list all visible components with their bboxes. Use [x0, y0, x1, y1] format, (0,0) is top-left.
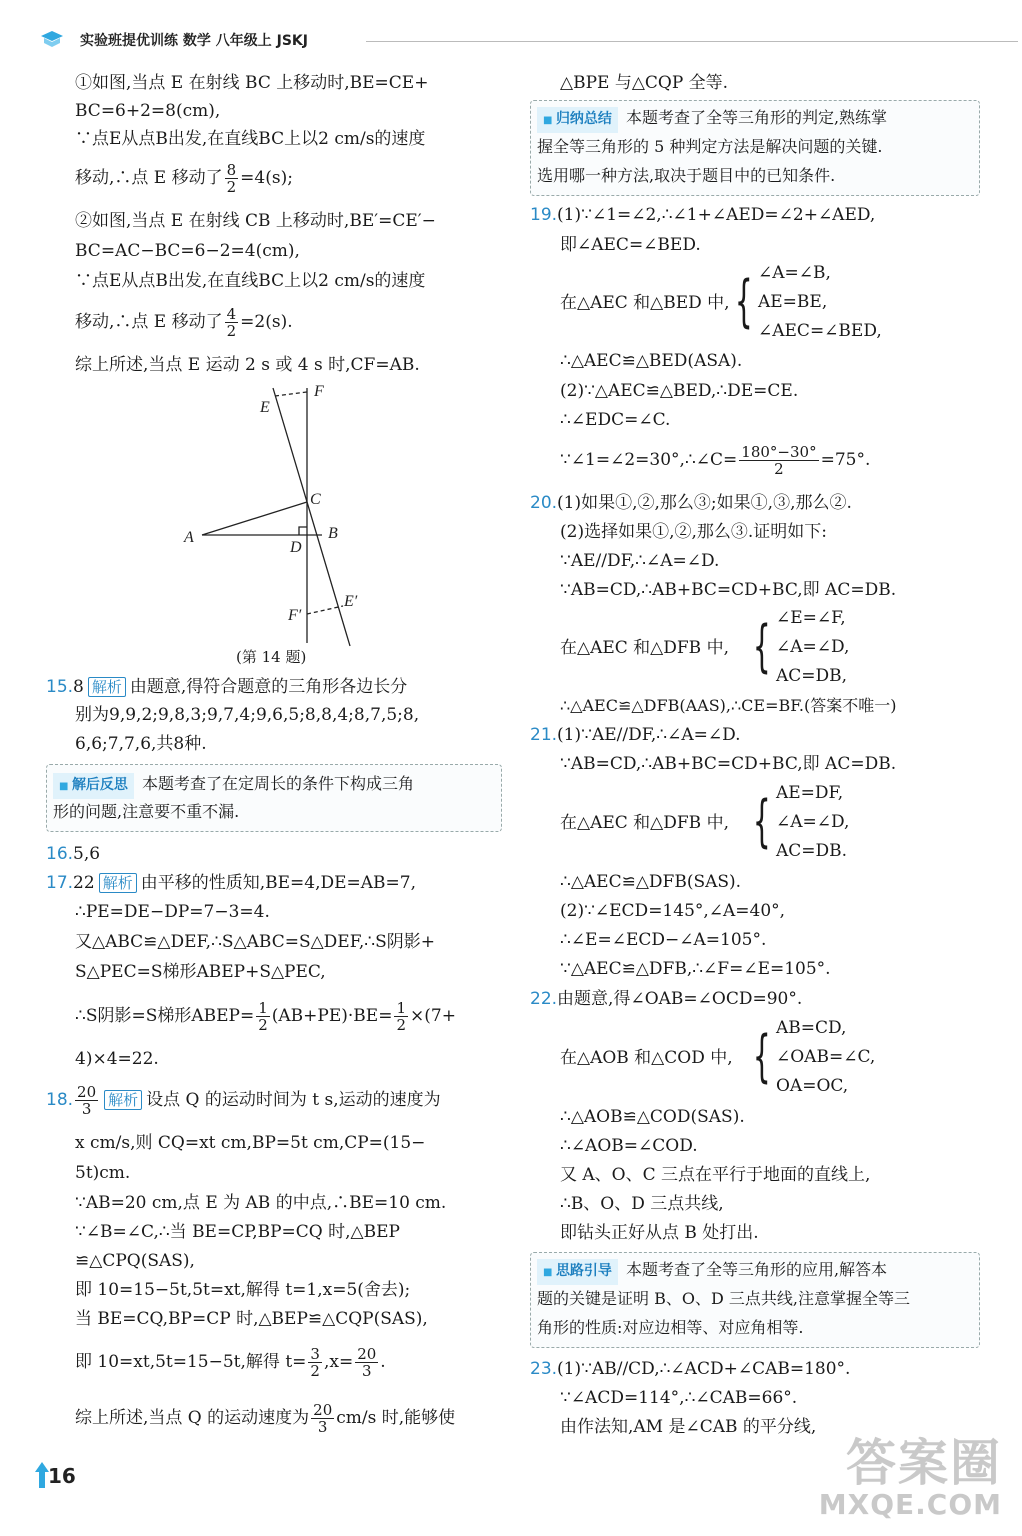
condition-3: ∠AEC=∠BED, — [758, 321, 882, 341]
line-ee2 — [273, 388, 350, 646]
text: =4(s); — [240, 168, 293, 188]
text: 本题考查了全等三角形的判定,熟练掌 — [625, 108, 888, 127]
q19-line-4: ∴△AEC≌△BED(ASA). — [560, 351, 743, 371]
condition-2: ∠A=∠D, — [776, 812, 850, 832]
question-number: 21. — [530, 725, 558, 745]
text: =75°. — [820, 450, 871, 470]
condition-3: AC=DB, — [776, 666, 848, 686]
text: 即 10=xt,5t=15−5t,解得 t= — [75, 1352, 307, 1372]
denominator: 2 — [396, 1016, 406, 1034]
text: 由题意,得∠OAB=∠OCD=90°. — [557, 989, 803, 1009]
watermark-top: 答案圈 — [846, 1434, 1002, 1492]
condition-3: AC=DB. — [776, 841, 848, 861]
fraction — [256, 1000, 270, 1033]
fraction — [394, 1000, 408, 1033]
text: ∴S阴影=S梯形ABEP= — [75, 1006, 255, 1026]
text: 移动,∴点 E 移动了 — [75, 312, 223, 332]
left-line-4 — [75, 158, 293, 198]
condition-1: ∠E=∠F, — [776, 608, 846, 628]
text: 本题考查了全等三角形的应用,解答本 — [625, 1260, 888, 1279]
reflection-box — [46, 764, 502, 832]
numerator: 180°−30° — [741, 443, 817, 461]
q18-line-3: 5t)cm. — [75, 1163, 131, 1183]
q19-line-7 — [560, 440, 870, 480]
text: ∵∠1=∠2=30°,∴∠C= — [560, 450, 738, 470]
label-d: D — [290, 539, 302, 556]
condition-1: ∠A=∠B, — [758, 263, 831, 283]
numerator: 4 — [226, 305, 237, 323]
page-number-block — [34, 1460, 74, 1490]
text: =2(s). — [240, 312, 293, 332]
denominator: 2 — [226, 322, 237, 340]
text: 由题意,得符合题意的三角形各边长分 — [129, 677, 408, 697]
left-line-7: ∵点E从点B出发,在直线BC上以2 cm/s的速度 — [75, 271, 426, 291]
q16-line — [46, 843, 100, 865]
left-line-1: ①如图,当点 E 在射线 BC 上移动时,BE=CE+ — [75, 73, 429, 93]
brace: { — [752, 1024, 771, 1089]
q19-system-intro: 在△AEC 和△BED 中, — [560, 293, 730, 313]
q18-line-9 — [75, 1342, 386, 1382]
fraction — [75, 1084, 98, 1117]
analysis-tag: 解析 — [88, 677, 126, 697]
q17-line-2: ∴PE=DE−DP=7−3=4. — [75, 902, 270, 922]
q17-line-3: 又△ABC≌△DEF,∴S△ABC=S△DEF,∴S阴影+ — [75, 932, 435, 952]
q19-line-2: 即∠AEC=∠BED. — [560, 235, 701, 255]
left-line-3: ∵点E从点B出发,在直线BC上以2 cm/s的速度 — [75, 129, 426, 149]
figure-caption: (第 14 题) — [236, 648, 307, 666]
q22-line-6: ∴B、O、D 三点共线, — [560, 1194, 724, 1214]
label-e-prime: E′ — [344, 593, 358, 610]
fraction — [739, 444, 818, 477]
q18-line-1 — [46, 1080, 441, 1120]
denominator: 3 — [361, 1362, 372, 1380]
fraction — [225, 306, 239, 339]
geometry-figure — [170, 378, 370, 668]
right-line-0: △BPE 与△CQP 全等. — [560, 73, 729, 93]
denominator: 2 — [774, 460, 784, 478]
q22-line-3: ∴△AOB≌△COD(SAS). — [560, 1107, 745, 1127]
text: 设点 Q 的运动时间为 t s,运动的速度为 — [146, 1090, 441, 1110]
text: (1)如果①,②,那么③;如果①,③,那么②. — [557, 493, 852, 513]
question-number: 16. — [46, 844, 74, 864]
q23-line-2: ∵∠ACD=114°,∴∠CAB=66°. — [560, 1388, 798, 1408]
q18-line-8: 当 BE=CQ,BP=CP 时,△BEP≌△CQP(SAS), — [75, 1309, 428, 1329]
condition-3: OA=OC, — [776, 1076, 849, 1096]
box-line-1 — [53, 773, 414, 799]
question-number: 18. — [46, 1090, 74, 1110]
box-label: ■ 思路引导 — [537, 1259, 618, 1285]
text: cm/s 时,能够使 — [336, 1408, 456, 1428]
q19-line-5: (2)∵△AEC≌△BED,∴DE=CE. — [560, 381, 799, 401]
label-f: F — [314, 383, 324, 400]
dashed-ef — [275, 392, 307, 396]
q21-system — [752, 782, 958, 870]
text: (AB+PE)·BE= — [271, 1006, 393, 1026]
page-header — [40, 28, 980, 52]
q22-line-7: 即钻头正好从点 B 处打出. — [560, 1223, 759, 1243]
condition-1: AB=CD, — [776, 1018, 847, 1038]
denominator: 3 — [81, 1100, 92, 1118]
box-line-1 — [537, 107, 887, 133]
q17-line-1 — [46, 872, 416, 894]
q22-system-intro: 在△AOB 和△COD 中, — [560, 1048, 733, 1068]
q21-line-5: (2)∵∠ECD=145°,∠A=40°, — [560, 901, 786, 921]
q17-line-6: 4)×4=22. — [75, 1049, 159, 1069]
q23-line-3: 由作法知,AM 是∠CAB 的平分线, — [560, 1417, 817, 1437]
denominator: 2 — [226, 178, 237, 196]
condition-2: AE=BE, — [758, 292, 828, 312]
q19-system — [734, 262, 940, 350]
q18-line-5: ∵∠B=∠C,∴当 BE=CP,BP=CQ 时,△BEP — [75, 1222, 400, 1242]
q20-system-intro: 在△AEC 和△DFB 中, — [560, 638, 729, 658]
brace: { — [734, 269, 753, 334]
box-line-2: 形的问题,注意要不重不漏. — [53, 802, 240, 821]
fraction — [225, 162, 239, 195]
q18-line-6: ≌△CPQ(SAS), — [75, 1251, 195, 1271]
q22-system — [752, 1017, 958, 1105]
denominator: 3 — [317, 1418, 328, 1436]
page-number: 16 — [48, 1464, 76, 1488]
left-line-2: BC=6+2=8(cm), — [75, 101, 221, 121]
condition-2: ∠A=∠D, — [776, 637, 850, 657]
label-c: C — [310, 491, 321, 508]
answer: 8 — [73, 677, 84, 697]
q15-line-1 — [46, 676, 407, 698]
brace: { — [752, 614, 771, 679]
q18-line-4: ∵AB=20 cm,点 E 为 AB 的中点,∴BE=10 cm. — [75, 1193, 447, 1213]
q15-line-3: 6,6;7,7,6,共8种. — [75, 734, 207, 754]
q18-line-7: 即 10=15−5t,5t=xt,解得 t=1,x=5(舍去); — [75, 1280, 411, 1300]
box-label: ■ 解后反思 — [53, 773, 134, 799]
box-line-3: 选用哪一种方法,取决于题目中的已知条件. — [537, 166, 836, 185]
denominator: 2 — [310, 1362, 320, 1380]
answer: 22 — [73, 873, 95, 893]
question-number: 15. — [46, 677, 74, 697]
brace: { — [752, 789, 771, 854]
text: 综上所述,当点 Q 的运动速度为 — [75, 1408, 310, 1428]
text: ,x= — [323, 1352, 354, 1372]
text: 移动,∴点 E 移动了 — [75, 168, 223, 188]
label-e: E — [260, 399, 270, 416]
q23-line-1 — [530, 1358, 850, 1380]
label-f-prime: F′ — [288, 607, 302, 624]
analysis-tag: 解析 — [99, 873, 137, 893]
watermark — [802, 1436, 1002, 1526]
q20-line-4: ∵AB=CD,∴AB+BC=CD+BC,即 AC=DB. — [560, 580, 897, 600]
left-line-8 — [75, 302, 293, 342]
q15-line-2: 别为9,9,2;9,8,3;9,7,4;9,6,5;8,8,4;8,7,5;8, — [75, 705, 420, 725]
box-line-1 — [537, 1259, 887, 1285]
box-line-2: 握全等三角形的 5 种判定方法是解决问题的关键. — [537, 137, 883, 156]
text: 本题考查了在定周长的条件下构成三角 — [141, 774, 414, 793]
box-line-3: 角形的性质:对应边相等、对应角相等. — [537, 1318, 804, 1337]
answer: 5,6 — [73, 844, 101, 864]
header-title: 实验班提优训练 数学 八年级上 JSKJ — [80, 33, 308, 49]
box-label: ■ 归纳总结 — [537, 107, 618, 133]
fraction — [308, 1346, 322, 1379]
q18-line-2: x cm/s,则 CQ=xt cm,BP=5t cm,CP=(15− — [75, 1133, 426, 1153]
q17-line-4: S△PEC=S梯形ABEP+S△PEC, — [75, 962, 326, 982]
question-number: 20. — [530, 493, 558, 513]
q21-line-6: ∴∠E=∠ECD−∠A=105°. — [560, 930, 767, 950]
text: 由平移的性质知,BE=4,DE=AB=7, — [140, 873, 416, 893]
q18-line-10 — [75, 1398, 455, 1438]
q19-line-6: ∴∠EDC=∠C. — [560, 410, 671, 430]
question-number: 22. — [530, 989, 558, 1009]
header-rule — [366, 41, 1018, 42]
numerator: 3 — [310, 1345, 320, 1363]
segment-ac — [202, 502, 307, 535]
watermark-bottom: MXQE.COM — [818, 1488, 1002, 1521]
numerator: 1 — [396, 999, 406, 1017]
q21-line-2: ∵AB=CD,∴AB+BC=CD+BC,即 AC=DB. — [560, 754, 897, 774]
box-line-2: 题的关键是证明 B、O、D 三点共线,注意掌握全等三 — [537, 1289, 910, 1308]
text: . — [380, 1352, 386, 1372]
fraction — [355, 1346, 378, 1379]
label-a: A — [184, 529, 194, 546]
text: ×(7+ — [410, 1006, 456, 1026]
numerator: 20 — [77, 1083, 97, 1101]
q17-line-5 — [75, 996, 456, 1036]
q20-line-1 — [530, 492, 852, 514]
text: (1)∵AB//CD,∴∠ACD+∠CAB=180°. — [557, 1359, 851, 1379]
dashed-f2e2 — [307, 606, 343, 614]
summary-box — [530, 100, 980, 196]
left-line-6: BC=AC−BC=6−2=4(cm), — [75, 241, 300, 261]
numerator: 20 — [313, 1401, 333, 1419]
numerator: 8 — [226, 161, 237, 179]
q21-line-1 — [530, 724, 741, 746]
fraction — [311, 1402, 334, 1435]
q20-system — [752, 607, 958, 695]
question-number: 17. — [46, 873, 74, 893]
q20-line-3: ∵AE//DF,∴∠A=∠D. — [560, 551, 720, 571]
q22-line-1 — [530, 988, 802, 1010]
text: (1)∵AE//DF,∴∠A=∠D. — [557, 725, 741, 745]
q19-line-1 — [530, 204, 875, 226]
right-angle-mark — [299, 527, 307, 535]
q22-line-5: 又 A、O、C 三点在平行于地面的直线上, — [560, 1165, 871, 1185]
q21-line-4: ∴△AEC≌△DFB(SAS). — [560, 872, 742, 892]
q21-line-7: ∵△AEC≌△DFB,∴∠F=∠E=105°. — [560, 959, 831, 979]
q20-line-6: ∴△AEC≌△DFB(AAS),∴CE=BF.(答案不唯一) — [560, 696, 897, 715]
q21-system-intro: 在△AEC 和△DFB 中, — [560, 813, 729, 833]
numerator: 1 — [258, 999, 268, 1017]
label-b: B — [328, 525, 338, 542]
thinking-guide-box — [530, 1252, 980, 1348]
question-number: 19. — [530, 205, 558, 225]
book-logo-icon — [40, 30, 64, 48]
text: (1)∵∠1=∠2,∴∠1+∠AED=∠2+∠AED, — [557, 205, 876, 225]
left-line-9: 综上所述,当点 E 运动 2 s 或 4 s 时,CF=AB. — [75, 355, 420, 375]
analysis-tag: 解析 — [104, 1090, 142, 1110]
numerator: 20 — [357, 1345, 377, 1363]
denominator: 2 — [258, 1016, 268, 1034]
q22-line-4: ∴∠AOB=∠COD. — [560, 1136, 698, 1156]
condition-2: ∠OAB=∠C, — [776, 1047, 876, 1067]
question-number: 23. — [530, 1359, 558, 1379]
q20-line-2: (2)选择如果①,②,那么③.证明如下: — [560, 522, 828, 542]
condition-1: AE=DF, — [776, 783, 844, 803]
left-line-5: ②如图,当点 E 在射线 CB 上移动时,BE′=CE′− — [75, 211, 436, 231]
